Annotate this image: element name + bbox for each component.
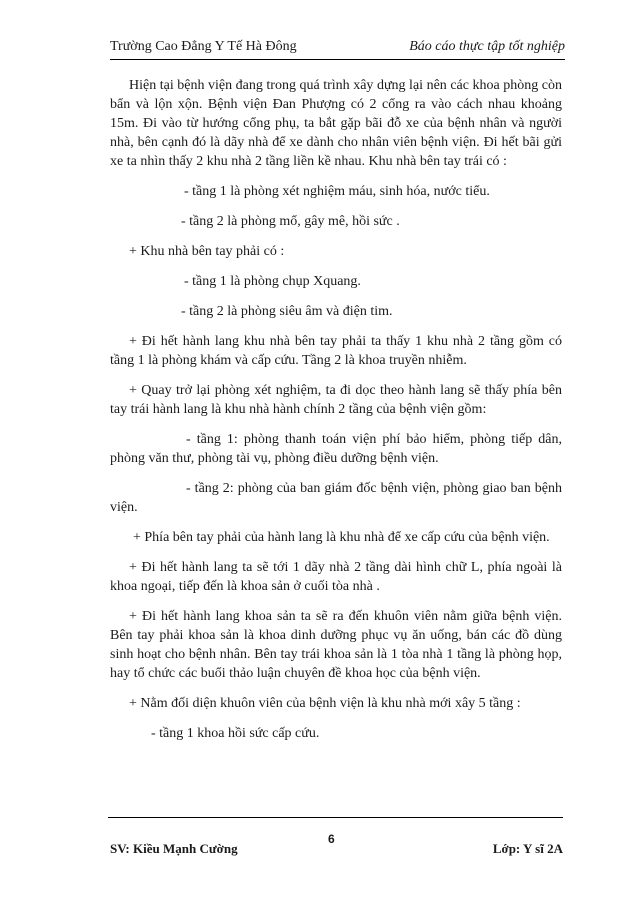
paragraph: + Đi hết hành lang ta sẽ tới 1 dãy nhà 2 tầng dài hình chữ L, phía ngoài là khoa ngoại, tiếp đến là khoa sản ở cuối tòa nhà .: [110, 560, 562, 594]
paragraph: + Khu nhà bên tay phải có :: [129, 244, 285, 259]
paragraph: + Quay trở lại phòng xét nghiệm, ta đi dọc theo hành lang sẽ thấy phía bên tay trái hành lang là khu nhà hành chính 2 tầng của bệnh viện gồm:: [110, 383, 562, 417]
header-school: Trường Cao Đẳng Y Tế Hà Đông: [110, 39, 297, 54]
list-item: - tầng 1 khoa hồi sức cấp cứu.: [151, 726, 320, 741]
page-footer: [110, 832, 563, 856]
footer-class: Lớp: Y sĩ 2A: [492, 841, 563, 856]
body-text: [110, 76, 562, 743]
paragraph: + Phía bên tay phải của hành lang là khu nhà để xe cấp cứu của bệnh viện.: [133, 530, 550, 545]
paragraph: + Đi hết hành lang khu nhà bên tay phải ta thấy 1 khu nhà 2 tầng gồm có tầng 1 là phòng khám và cấp cứu. Tầng 2 là khoa truyền nhiễm.: [110, 334, 562, 368]
paragraph: + Đi hết hành lang khoa sản ta sẽ ra đến khuôn viên nằm giữa bệnh viện. Bên tay phải khoa sản là khoa dinh dưỡng phục vụ ăn uống, bán các đồ dùng sinh hoạt cho bệnh nhân. Bên tay trái khoa sản là 1 tòa nhà 1 tầng là phòng họp, hay tổ chức các buổi thảo luận chuyên đề khoa học của bệnh viện.: [110, 609, 562, 681]
page-number: 6: [328, 832, 335, 846]
paragraph: + Nằm đối diện khuôn viên của bệnh viện là khu nhà mới xây 5 tầng :: [129, 696, 521, 711]
list-item: - tầng 1 là phòng chụp Xquang.: [184, 274, 361, 289]
footer-student: SV: Kiều Mạnh Cường: [110, 841, 238, 856]
footer-divider: [108, 817, 563, 818]
list-item: - tầng 2 là phòng mổ, gây mê, hồi sức .: [181, 214, 400, 229]
paragraph: Hiện tại bệnh viện đang trong quá trình xây dựng lại nên các khoa phòng còn bẩn và lộn xộn. Bệnh viện Đan Phượng có 2 cổng ra vào cách nhau khoảng 15m. Đi vào từ hướng cổng phụ, ta bắt gặp bãi đỗ xe của bệnh nhân và người nhà, bên cạnh đó là dãy nhà để xe dành cho nhân viên bệnh viện. Đi hết bãi gửi xe ta nhìn thấy 2 khu nhà 2 tầng liền kề nhau. Khu nhà bên tay trái có :: [110, 78, 562, 169]
list-item: - tầng 1 là phòng xét nghiệm máu, sinh hóa, nước tiểu.: [184, 184, 490, 199]
header-report-title: Báo cáo thực tập tốt nghiệp: [409, 39, 565, 54]
paragraph: - tầng 2: phòng của ban giám đốc bệnh viện, phòng giao ban bệnh viện.: [110, 481, 562, 515]
paragraph: - tầng 1: phòng thanh toán viện phí bảo hiểm, phòng tiếp dân, phòng văn thư, phòng tài vụ, phòng điều dưỡng bệnh viện.: [110, 432, 562, 466]
list-item: - tầng 2 là phòng siêu âm và điện tim.: [181, 304, 393, 319]
page-header: [110, 39, 565, 60]
